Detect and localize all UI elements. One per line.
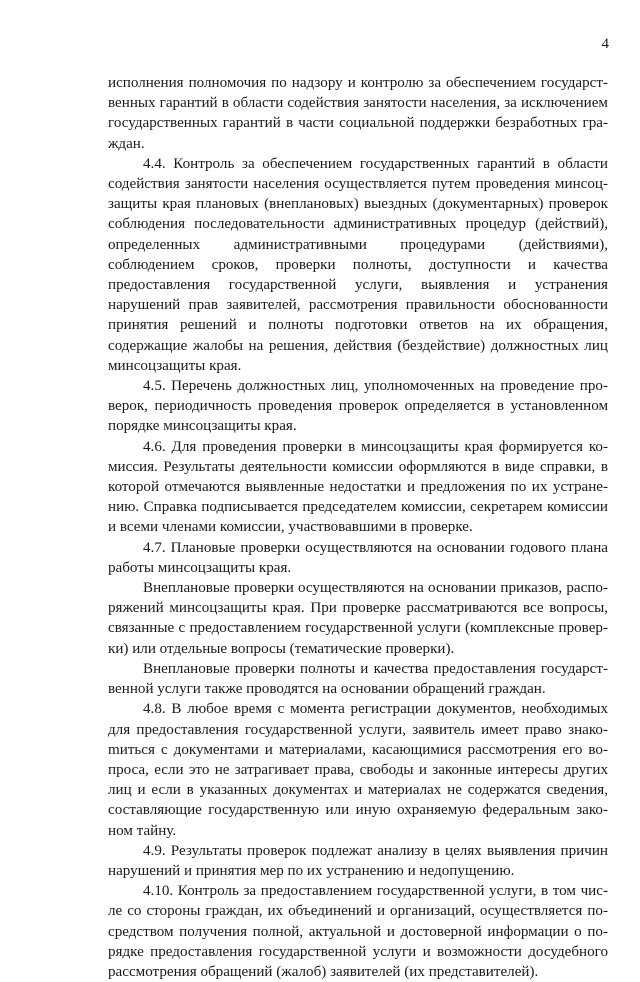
paragraph-4-7: 4.7. Плановые проверки осуществляются на основании годового плана работы минсоцзащиты края. <box>108 539 608 576</box>
paragraph-4-8: 4.8. В любое время с момента регистрации документов, необходимых для предоставления государственной услуги, заявитель имеет право знакоmиться с документами и материалами, касающимися рассмотрения его вопроса, если это не затрагивает права, свободы и законные интересы других лиц и если в указанных документах и материалах не содержатся сведения, составляющие государственную или иную охраняемую федеральным законом тайну. <box>108 701 608 839</box>
page-number: 4 <box>601 36 609 52</box>
paragraph-4-7-unscheduled: Внеплановые проверки осуществляются на основании приказов, распоряжений минсоцзащиты края. При проверке рассматриваются все вопросы, связанные с предоставлением государственной услуги (комплексные проверки) или отдельные вопросы (тематические проверки). <box>108 580 608 657</box>
paragraph-4-4: 4.4. Контроль за обеспечением государственных гарантий в области содействия занятости населения осуществляется путем проведения минсоцзащиты края плановых (внеплановых) выездных (документарных) проверок соблюдения последовательности административных процедур (действий), определенных административными процедурами (действиями), соблюдением сроков, проверки полноты, доступности и качества предоставления государственной услуги, выявления и устранения нарушений прав заявителей, рассмотрения правильности обоснованности принятия решений и полноты подготовки ответов на их обращения, содержащие жалобы на решения, действия (бездействие) должностных лиц минсоцзащиты края. <box>108 155 608 374</box>
paragraph-4-5: 4.5. Перечень должностных лиц, уполномоченных на проведение проверок, периодичность проведения проверок определяется в установленном порядке минсоцзащиты края. <box>108 378 608 435</box>
paragraph-4-7-unscheduled-quality: Внеплановые проверки полноты и качества предоставления государственной услуги также проводятся на основании обращений граждан. <box>108 660 608 698</box>
paragraph-4-6: 4.6. Для проведения проверки в минсоцзащиты края формируется комиссия. Результаты деятельности комиссии оформляются в виде справки, в которой отмечаются выявленные недостатки и предложения по их устранению. Справка подписывается председателем комиссии, секретарем комиссии и всеми членами комиссии, участвовавшими в проверке. <box>108 438 608 536</box>
paragraph-continuation: исполнения полномочия по надзору и контролю за обеспечением государственных гарантий в области содействия занятости населения, за исключением государственных гарантий в части социальной поддержки безработных граждан. <box>108 75 608 152</box>
paragraph-4-10: 4.10. Контроль за предоставлением государственной услуги, в том числе со стороны граждан, их объединений и организаций, осуществляется посредством получения полной, актуальной и достоверной информации о порядке предоставления государственной услуги и возможности досудебного рассмотрения обращений (жалоб) заявителей (их представителей). <box>108 883 608 980</box>
paragraph-4-9: 4.9. Результаты проверок подлежат анализу в целях выявления причин нарушений и принятия мер по их устранению и недопущению. <box>108 842 608 879</box>
document-body <box>108 73 608 982</box>
